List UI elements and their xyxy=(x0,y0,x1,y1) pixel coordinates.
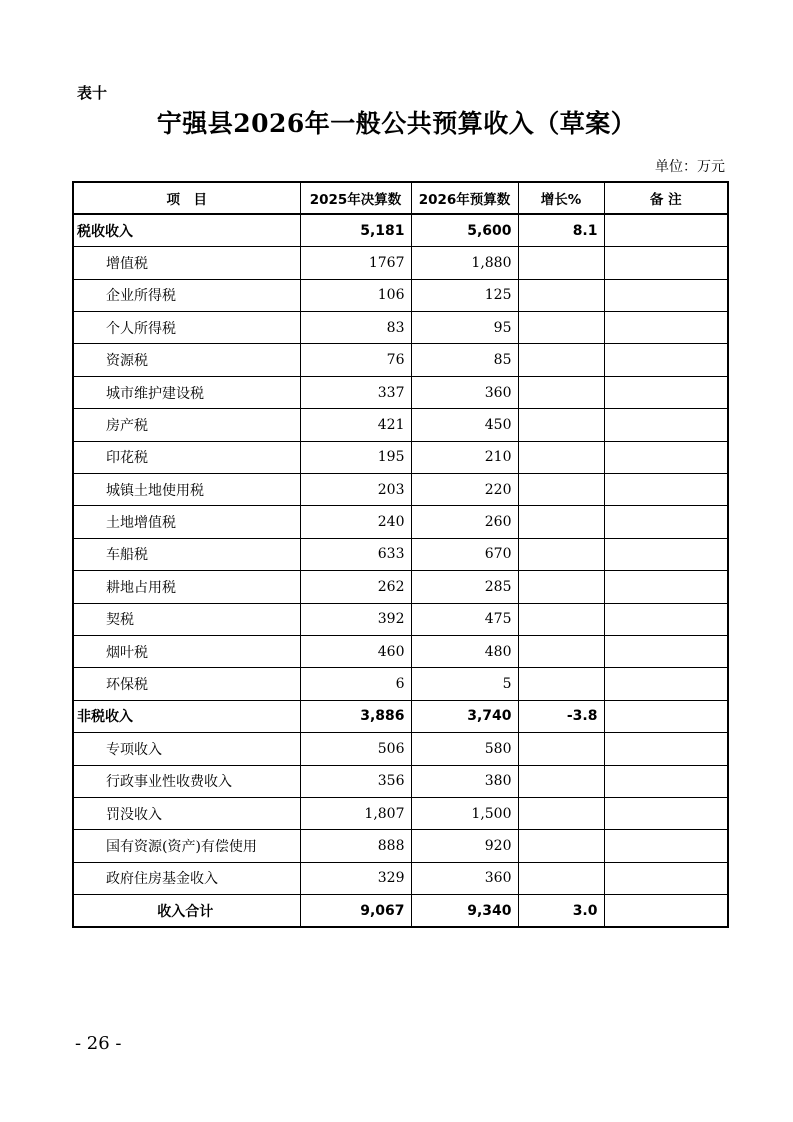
row-remark xyxy=(604,344,728,376)
row-remark xyxy=(604,765,728,797)
table-row xyxy=(73,474,728,506)
row-growth xyxy=(518,441,604,473)
row-growth xyxy=(518,279,604,311)
row-actual-2025: 3,886 xyxy=(300,700,411,732)
header-actual-2025: 2025年决算数 xyxy=(300,182,411,214)
row-name: 烟叶税 xyxy=(73,635,300,667)
page-number: - 26 - xyxy=(75,1033,122,1054)
row-actual-2025: 329 xyxy=(300,862,411,894)
row-budget-2026: 85 xyxy=(411,344,518,376)
unit-label: 单位：万元 xyxy=(655,159,725,175)
row-name: 非税收入 xyxy=(73,700,300,732)
row-actual-2025: 888 xyxy=(300,830,411,862)
row-name: 环保税 xyxy=(73,668,300,700)
row-actual-2025: 106 xyxy=(300,279,411,311)
table-row xyxy=(73,247,728,279)
row-remark xyxy=(604,700,728,732)
row-growth: 8.1 xyxy=(518,214,604,246)
row-budget-2026: 450 xyxy=(411,409,518,441)
table-row xyxy=(73,635,728,667)
row-remark xyxy=(604,506,728,538)
row-actual-2025: 195 xyxy=(300,441,411,473)
row-remark xyxy=(604,733,728,765)
row-name: 城市维护建设税 xyxy=(73,376,300,408)
row-actual-2025: 83 xyxy=(300,312,411,344)
row-budget-2026: 95 xyxy=(411,312,518,344)
row-remark xyxy=(604,603,728,635)
row-budget-2026: 3,740 xyxy=(411,700,518,732)
table-row xyxy=(73,409,728,441)
row-actual-2025: 356 xyxy=(300,765,411,797)
row-remark xyxy=(604,474,728,506)
table-row xyxy=(73,538,728,570)
row-name: 政府住房基金收入 xyxy=(73,862,300,894)
row-name: 房产税 xyxy=(73,409,300,441)
row-name: 城镇土地使用税 xyxy=(73,474,300,506)
row-name: 行政事业性收费收入 xyxy=(73,765,300,797)
row-actual-2025: 392 xyxy=(300,603,411,635)
row-growth xyxy=(518,506,604,538)
table-row xyxy=(73,830,728,862)
table-row xyxy=(73,668,728,700)
row-budget-2026: 1,880 xyxy=(411,247,518,279)
row-actual-2025: 262 xyxy=(300,571,411,603)
row-budget-2026: 475 xyxy=(411,603,518,635)
table-row xyxy=(73,862,728,894)
row-actual-2025: 421 xyxy=(300,409,411,441)
row-budget-2026: 5 xyxy=(411,668,518,700)
row-actual-2025: 76 xyxy=(300,344,411,376)
row-name: 耕地占用税 xyxy=(73,571,300,603)
row-name: 个人所得税 xyxy=(73,312,300,344)
row-growth xyxy=(518,344,604,376)
table-total-row xyxy=(73,895,728,927)
row-remark xyxy=(604,797,728,829)
row-growth xyxy=(518,830,604,862)
row-budget-2026: 1,500 xyxy=(411,797,518,829)
header-item: 项 目 xyxy=(73,182,300,214)
row-budget-2026: 285 xyxy=(411,571,518,603)
budget-table xyxy=(72,181,729,928)
table-row xyxy=(73,214,728,246)
row-budget-2026: 5,600 xyxy=(411,214,518,246)
row-remark xyxy=(604,376,728,408)
row-remark xyxy=(604,830,728,862)
row-remark xyxy=(604,895,728,927)
row-budget-2026: 580 xyxy=(411,733,518,765)
row-budget-2026: 9,340 xyxy=(411,895,518,927)
row-growth xyxy=(518,765,604,797)
table-row xyxy=(73,506,728,538)
row-remark xyxy=(604,247,728,279)
table-row xyxy=(73,797,728,829)
page-title: 宁强县2026年一般公共预算收入（草案） xyxy=(156,109,637,138)
table-label: 表十 xyxy=(77,84,108,102)
row-remark xyxy=(604,279,728,311)
row-name: 国有资源(资产)有偿使用 xyxy=(73,830,300,862)
row-remark xyxy=(604,312,728,344)
row-name: 资源税 xyxy=(73,344,300,376)
row-actual-2025: 460 xyxy=(300,635,411,667)
table-row xyxy=(73,733,728,765)
row-remark xyxy=(604,862,728,894)
row-growth xyxy=(518,474,604,506)
row-budget-2026: 260 xyxy=(411,506,518,538)
row-actual-2025: 5,181 xyxy=(300,214,411,246)
row-budget-2026: 920 xyxy=(411,830,518,862)
table-row xyxy=(73,344,728,376)
row-name: 增值税 xyxy=(73,247,300,279)
row-growth xyxy=(518,635,604,667)
row-actual-2025: 9,067 xyxy=(300,895,411,927)
table-row xyxy=(73,441,728,473)
header-budget-2026: 2026年预算数 xyxy=(411,182,518,214)
row-actual-2025: 1767 xyxy=(300,247,411,279)
row-remark xyxy=(604,409,728,441)
table-header-row xyxy=(73,182,728,214)
row-budget-2026: 670 xyxy=(411,538,518,570)
row-growth xyxy=(518,603,604,635)
row-name: 专项收入 xyxy=(73,733,300,765)
table-row xyxy=(73,700,728,732)
row-name: 印花税 xyxy=(73,441,300,473)
table-row xyxy=(73,312,728,344)
row-name: 车船税 xyxy=(73,538,300,570)
row-actual-2025: 203 xyxy=(300,474,411,506)
table-row xyxy=(73,765,728,797)
row-name: 契税 xyxy=(73,603,300,635)
row-growth xyxy=(518,668,604,700)
table-row xyxy=(73,376,728,408)
row-growth xyxy=(518,376,604,408)
row-budget-2026: 480 xyxy=(411,635,518,667)
row-budget-2026: 125 xyxy=(411,279,518,311)
table-row xyxy=(73,603,728,635)
row-budget-2026: 380 xyxy=(411,765,518,797)
row-growth: -3.8 xyxy=(518,700,604,732)
table-row xyxy=(73,571,728,603)
row-remark xyxy=(604,668,728,700)
row-actual-2025: 240 xyxy=(300,506,411,538)
row-budget-2026: 360 xyxy=(411,862,518,894)
header-remark: 备 注 xyxy=(604,182,728,214)
table-row xyxy=(73,279,728,311)
row-actual-2025: 337 xyxy=(300,376,411,408)
row-name: 企业所得税 xyxy=(73,279,300,311)
row-growth xyxy=(518,862,604,894)
row-name: 收入合计 xyxy=(73,895,300,927)
row-actual-2025: 1,807 xyxy=(300,797,411,829)
row-budget-2026: 210 xyxy=(411,441,518,473)
row-name: 土地增值税 xyxy=(73,506,300,538)
row-growth xyxy=(518,312,604,344)
row-growth xyxy=(518,733,604,765)
row-growth: 3.0 xyxy=(518,895,604,927)
row-name: 税收收入 xyxy=(73,214,300,246)
row-actual-2025: 506 xyxy=(300,733,411,765)
row-actual-2025: 633 xyxy=(300,538,411,570)
row-budget-2026: 220 xyxy=(411,474,518,506)
row-name: 罚没收入 xyxy=(73,797,300,829)
row-remark xyxy=(604,441,728,473)
row-budget-2026: 360 xyxy=(411,376,518,408)
row-actual-2025: 6 xyxy=(300,668,411,700)
row-growth xyxy=(518,247,604,279)
row-growth xyxy=(518,797,604,829)
row-remark xyxy=(604,538,728,570)
row-remark xyxy=(604,571,728,603)
header-growth: 增长% xyxy=(518,182,604,214)
row-growth xyxy=(518,571,604,603)
row-growth xyxy=(518,538,604,570)
row-remark xyxy=(604,635,728,667)
row-remark xyxy=(604,214,728,246)
row-growth xyxy=(518,409,604,441)
